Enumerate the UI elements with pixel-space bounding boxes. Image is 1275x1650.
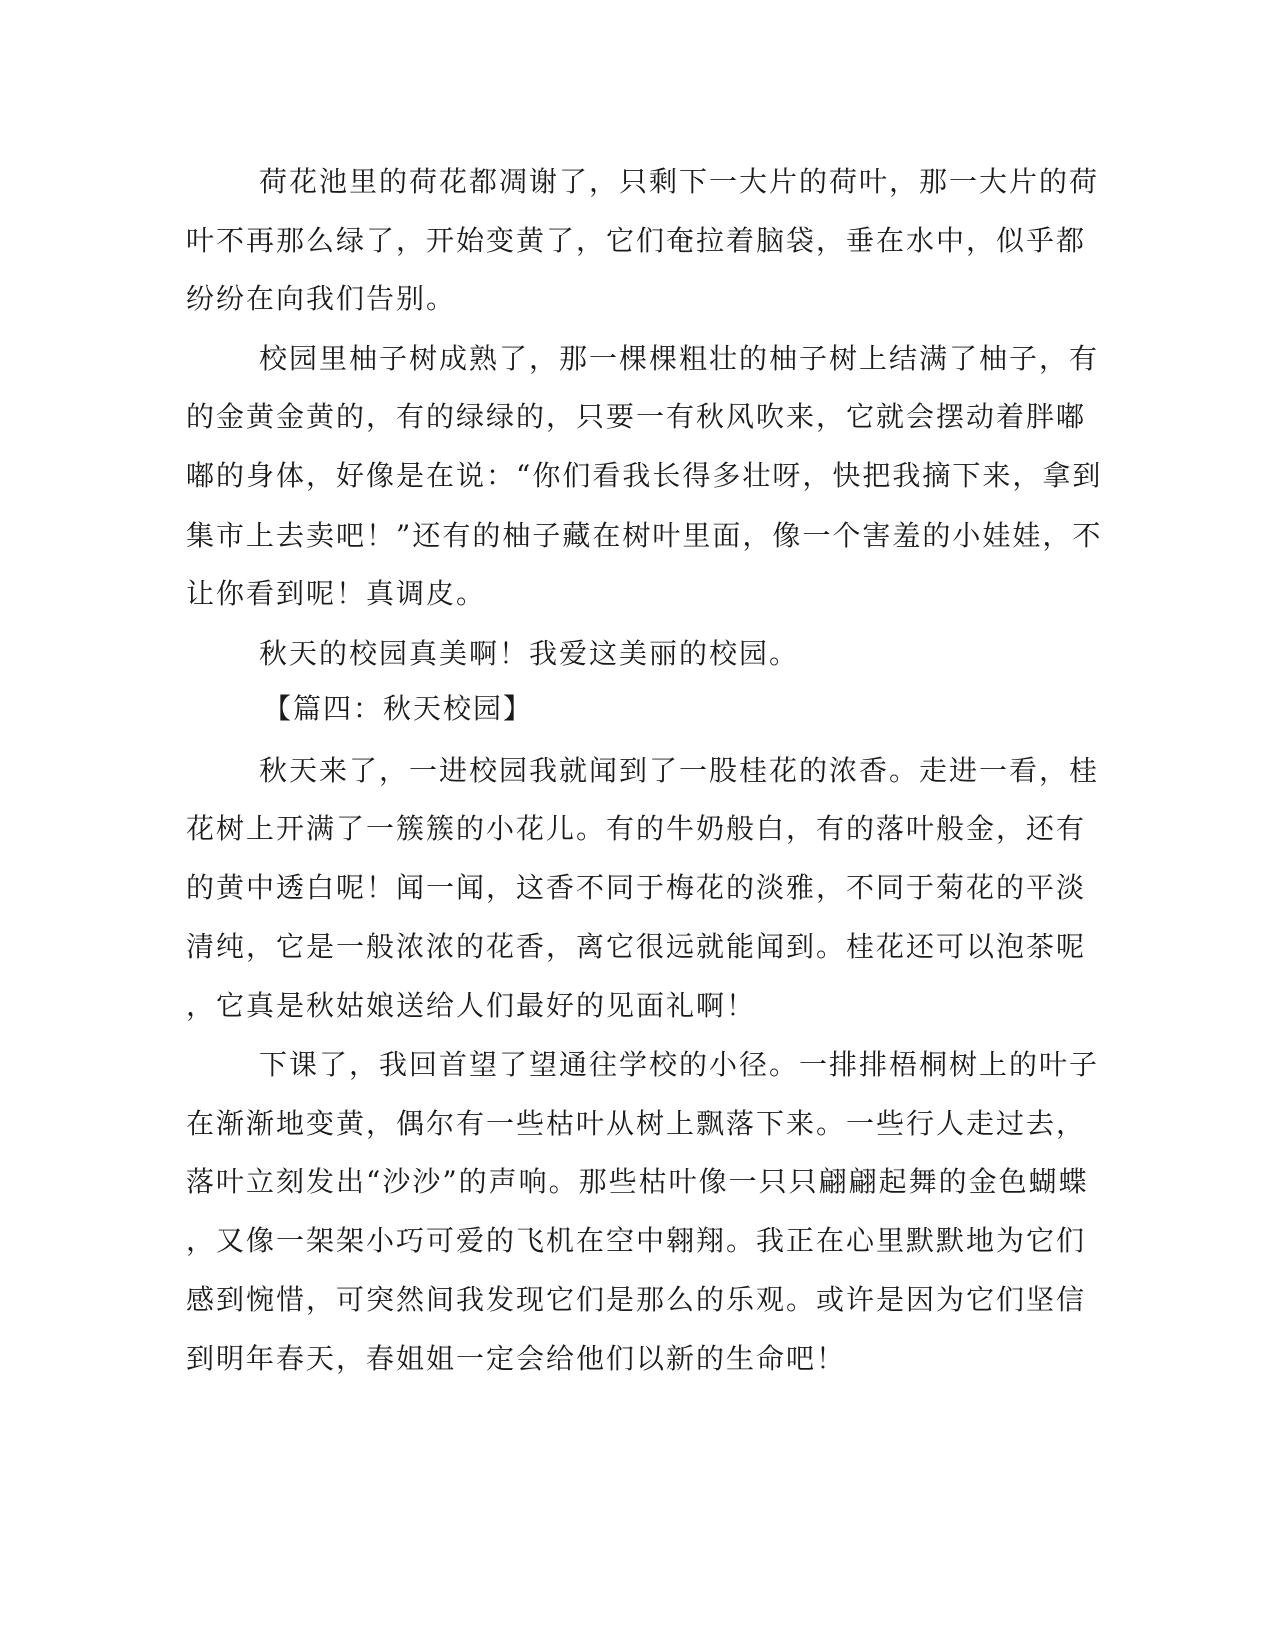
text-line: 在渐渐地变黄，偶尔有一些枯叶从树上飘落下来。一些行人走过去， (186, 1107, 1087, 1140)
text-line: ，它真是秋姑娘送给人们最好的见面礼啊！ (186, 989, 757, 1022)
text-line: 清纯，它是一般浓浓的花香，离它很远就能闻到。桂花还可以泡茶呢 (186, 930, 1087, 963)
section-heading: 【篇四：秋天校园】 (263, 692, 534, 725)
text-line: 集市上去卖吧！”还有的柚子藏在树叶里面，像一个害羞的小娃娃，不 (186, 519, 1103, 552)
text-line: 叶不再那么绿了，开始变黄了，它们奄拉着脑袋，垂在水中，似乎都 (186, 224, 1087, 257)
text-line: 感到惋惜，可突然间我发现它们是那么的乐观。或许是因为它们坚信 (186, 1283, 1087, 1316)
text-line: ，又像一架架小巧可爱的飞机在空中翱翔。我正在心里默默地为它们 (186, 1224, 1087, 1257)
text-line: 到明年春天，春姐姐一定会给他们以新的生命吧！ (186, 1342, 847, 1375)
text-line: 落叶立刻发出“沙沙”的声响。那些枯叶像一只只翩翩起舞的金色蝴蝶 (186, 1165, 1089, 1198)
text-line: 校园里柚子树成熟了，那一棵棵粗壮的柚子树上结满了柚子，有 (259, 342, 1100, 375)
text-line: 下课了，我回首望了望通往学校的小径。一排排梧桐树上的叶子 (259, 1048, 1100, 1081)
text-line: 纷纷在向我们告别。 (186, 282, 457, 315)
text-line: 荷花池里的荷花都凋谢了，只剩下一大片的荷叶，那一大片的荷 (259, 165, 1100, 198)
text-line: 秋天的校园真美啊！我爱这美丽的校园。 (259, 637, 800, 670)
text-line: 的黄中透白呢！闻一闻，这香不同于梅花的淡雅，不同于菊花的平淡 (186, 871, 1087, 904)
text-line: 让你看到呢！真调皮。 (186, 577, 487, 610)
text-line: 的金黄金黄的，有的绿绿的，只要一有秋风吹来，它就会摆动着胖嘟 (186, 400, 1087, 433)
text-line: 嘟的身体，好像是在说：“你们看我长得多壮呀，快把我摘下来，拿到 (186, 459, 1103, 492)
text-line: 花树上开满了一簇簇的小花儿。有的牛奶般白，有的落叶般金，还有 (186, 812, 1087, 845)
text-line: 秋天来了，一进校园我就闻到了一股桂花的浓香。走进一看，桂 (259, 754, 1100, 787)
